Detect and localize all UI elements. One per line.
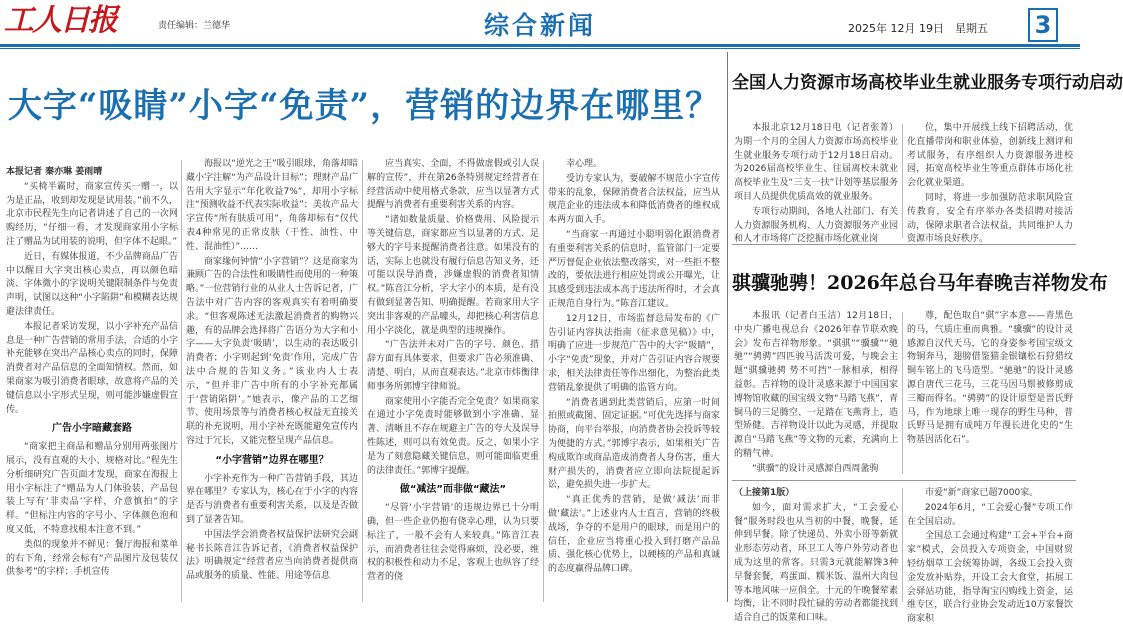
union-column-2 (907, 487, 1073, 625)
paragraph: 2024年6月，“工会爱心餐”专项工作在全国启动。 (907, 502, 1073, 527)
section-title: 综合新闻 (483, 11, 596, 40)
masthead-rule-thin (0, 48, 1080, 49)
byline: 本报记者 秦亦琳 姜雨晴 (6, 167, 103, 177)
newspaper-logo: 工人日报 (4, 3, 116, 38)
paragraph: 中国法学会消费者权益保护法研究会副秘书长陈音江告诉记者，《消费者权益保护法》明确规定“经营者应当向消费者提供商品或服务的质量、性能、用途等信息 (186, 529, 358, 582)
paragraph: “买椅半霸时，商家宣传买一赠一，以为是正品，收到却发现是试用装。”前不久，北京市民程先生向记者讲述了自己的一次网购经历，“仔细一看，才发现商家用小字标注了赠品为试用装的说明，但字体不起眼。” (6, 181, 178, 247)
mascot-column-1 (734, 310, 898, 476)
paragraph: 商家缘何钟情“小字营销”？这是商家为兼顾广告的合法性和吸睛性而使用的一种策略。”一位营销行业的从业人士告诉记者，广告法中对广告内容的客观真实有着明确要求。“但客观陈述无法激起消费者的购物兴趣，有的品牌会选择将广告语分为大字和小字——大字负责‘吸睛’，以生动的表达吸引消费者；小字则起到‘免责’作用，完成广告法中合规的告知义务。”该业内人士表示，“但并非广告中所有的小字补充都属于‘营销陷阱’。”她表示，像产品的工艺细节、使用场景等与消费者核心权益无直接关联的补充说明，用小字补充既能避免宣传内容过于冗长，又能完整呈现产品信息。 (186, 256, 358, 446)
paragraph: 同时，将进一步加强防范求职风险宣传教育，安全有序举办各类招聘对接活动，保障求职者合法权益，共同维护人力资源市场良好秩序。 (907, 192, 1073, 245)
paragraph: 12月12日，市场监督总局发布的《广告引证内容执法指南（征求意见稿）》中，明确了应进一步规范广告中的大字“吸睛”，小字“免责”现象，并对广告引证内容合规要求，相关法律责任等作出细化，为整治此类营销乱象提供了明确的监管方向。 (548, 313, 720, 393)
column-divider (902, 488, 903, 602)
column-divider (543, 160, 544, 602)
paragraph: “广告法并未对广告的字号、颜色、措辞方面有具体要求，但要求广告必须准确、清楚、明白，从而直观表达。”北京市炜衡律师事务所郭博宇律师说。 (367, 340, 539, 392)
paragraph: 位，集中开展线上线下招聘活动，优化直播带岗和职业体验，创新线上测评和考试服务，有序组织人力资源服务进校园，拓宽高校毕业生等重点群体市场化社会化就业渠道。 (907, 123, 1073, 189)
article-divider (732, 480, 1076, 481)
lead-column-1 (6, 166, 178, 602)
paragraph: 专项行动期间，各地人社部门、有关人力资源服务机构、人力资源服务产业园和人才市场将广泛挖掘市场化就业岗 (734, 206, 898, 245)
employment-column-2 (907, 122, 1073, 245)
paragraph: 幸心理。 (566, 159, 603, 169)
column-divider (902, 312, 903, 474)
column-divider (902, 124, 903, 238)
editor-credit: 责任编辑：兰德华 (158, 21, 231, 31)
paragraph: 商家使用小字能否完全免责？如果商家在通过小字免责时能够做到小字准确、显著、清晰且不存在规避主广告的夸大及误导性陈述，则可以有效免责。反之，如果小字是为了刻意隐藏关键信息，则可能面临更重的法律责任。”郭博宇提醒。 (367, 396, 539, 476)
masthead-rule (0, 44, 1080, 47)
paragraph: 受访专家认为，要破解不规范小字宣传带来的乱象，保障消费者合法权益，应当从规范企业的违法成本和降低消费者的维权成本两方面入手。 (548, 173, 720, 226)
subheading: 做“减法”而非做“藏法” (399, 484, 507, 496)
employment-column-1 (734, 122, 898, 245)
paragraph: 本报北京12月18日电（记者张菁）为期一个月的全国人力资源市场高校毕业生就业服务专项行动于12月18日启动。为2026届高校毕业生、往届离校未就业高校毕业生及“三支一扶”计划等基层服务项目人员提供优质高效的就业服务。 (734, 123, 898, 202)
paragraph: 全国总工会通过构建“工会+平台+商家”模式，会员投入专项资金，中国财贸轻纺烟草工会统筹协调，各级工会投入资金发放补贴券，开设工会大食堂，拓展工会驿站功能，指导淘宝闪购线上资金，运维专区，联合行业协会发动近10万家餐饮商家积 (907, 531, 1073, 625)
paragraph: “当商家一再通过小聪明弱化跟消费者有重要利害关系的信息时，监管部门一定要严厉督促企业依法整改落实，对一些拒不整改的，要依法进行相应处罚或公开曝光，让其感受到违法成本高于违法所得时，才会真正规范自身行为。”陈音江建议。 (548, 229, 720, 309)
paragraph: 尊，配色取自“骐”字本意——青黑色的马，气质庄重而典雅。“骥骥”的设计灵感源自汉代天马，它的身姿参考国宝级文物铜奔马，翅膀借鉴猫金银镶松石狩猎纹铜车铭上的飞马造型。“驰驰”的设计灵感源自唐代三花马，三花马因马鬃被修剪成三瓣而得名。“骋骋”的设计原型是晋氏野马，作为地球上唯一现存的野生马种，普氏野马是拥有成吨万年漫长进化史的“生物基因活化石”。 (907, 311, 1073, 446)
lead-column-2 (186, 158, 358, 602)
lead-column-3 (367, 158, 539, 602)
lead-column-4 (548, 158, 720, 602)
byline: （上接第1版） (734, 488, 795, 498)
mascot-headline: 骐骥驰骋！2026年总台马年春晚吉祥物发布 (732, 272, 1108, 294)
lead-headline: 大字“吸睛”小字“免责”，营销的边界在哪里？ (7, 86, 721, 126)
article-divider (732, 244, 1076, 245)
section-divider (727, 52, 728, 602)
page-number: 3 (1028, 8, 1058, 42)
paragraph: “骐骥”的设计灵感源自西周盠驹 (752, 463, 879, 474)
paragraph: “真正优秀的营销，是做‘减法’而非做‘藏法’。”上述业内人士直言，营销的终极战场，争夺的不是用户的眼球，而是用户的信任，企业应当将重心投入到打磨产品品质、强化核心优势上，以硬核的产品和真诚的态度赢得品牌口碑。 (548, 495, 720, 575)
union-column-1 (734, 487, 898, 624)
paragraph: 本报讯（记者白玉洁）12月18日，中央广播电视总台《2026年春节联欢晚会》发布吉祥物形象。“骐骐”“骥骥”“驰驰”“骋骋”四匹骏马活泼可爱，与晚会主题“骐骥驰骋 势不可挡”一脉相承，相得益彰。吉祥物的设计灵感来源于中国国家博物馆收藏的国宝级文物“马踏飞燕”，青铜马的三足腾空、一足踏在飞燕背上，造型矫健。吉祥物设计以此为灵感，并提取源自“马踏飞燕”等文物的元素，充满向上的精气神。 (734, 311, 898, 459)
employment-headline: 全国人力资源市场高校毕业生就业服务专项行动启动 (732, 73, 1123, 93)
paragraph: 海报以“逆光之王”吸引眼球，角落却暗藏小字注解“为产品设计目标”；理财产品广告用大字显示“年化收益7%”，却用小字标注“预测收益不代表实际收益”；美妆产品大字宣传“所有肤质可用”，角落却标有“仅代表4种常见的正常皮肤（干性、油性、中性、混油性）”…… (186, 159, 358, 252)
paragraph: 类似的现象并不鲜见：餐厅海报和菜单的右下角，经常会标有“产品图片及包装仅供参考”的字样；手机宣传 (6, 539, 178, 578)
paragraph: 应当真实、全面，不得做虚假或引人误解的宣传”，并在第26条特别规定经营者在经营活动中使用格式条款，应当以显著方式提醒与消费者有重要利害关系的内容。 (367, 159, 539, 211)
subheading: 广告小字暗藏套路 (52, 423, 132, 435)
paragraph: 近日，有媒体报道，不少品牌商品广告中以醒目大字突出核心卖点，再以颜色暗淡、字体微小的字说明关键限制条件与免责声明，试图以这种“小字陷阱”和模糊表达规避法律责任。 (6, 251, 178, 317)
paragraph: “尽管‘小字营销’的违规边界已十分明确，但一些企业仍抱有侥幸心理，认为只要标注了，一般不会有人来较真。”陈音江表示，而消费者往往会觉得麻烦，没必要，维权的积极性和动力不足，客观上也纵容了经营者的侥 (367, 503, 539, 583)
masthead (0, 0, 1080, 46)
paragraph: 如今，面对需求扩大，“工会爱心餐”服务时段也从当初的中餐，晚餐，延伸到早餐。除了快递员、外卖小哥等新就业形态劳动者，环卫工人等户外劳动者也成为这里的常客。只需3元就能解馋3种早餐套餐，鸡蛋面、糯米饭、温州大肉包等本地风味一应俱全。十元的午晚餐荤素均衡，让不同时段忙碌的劳动者都能找到适合自己的饭菜和口味。 (734, 502, 898, 624)
column-divider (362, 160, 363, 602)
subheading: “小字营销”边界在哪里？ (215, 454, 329, 466)
issue-date: 2025年 12月 19日 星期五 (848, 22, 988, 35)
paragraph: 本报记者采访发现，以小字补充产品信息是一种广告营销的常用手法，合适的小字补充能够在突出产品核心卖点的同时，保障消费者对产品信息的全面知情权。然而，如果商家为吸引消费者眼球，故意将产品的关键信息以小字形式呈现，则可能涉嫌虚假宣传。 (6, 321, 178, 415)
paragraph: “诸如数量质量、价格费用、风险提示等关键信息，商家都应当以显著的方式、足够大的字号来提醒消费者注意。如果没有的话，实际上也就没有履行信息告知义务，还可能以误导消费，涉嫌虚假的消费者知情权。”陈音江分析，字大字小的本质，是有没有做到显著告知、明确提醒。若商家用大字突出非客观的产品噱头，却把核心利害信息用小字淡化，就是典型的违规操作。 (367, 215, 539, 336)
paragraph: “消费者遇到此类营销后，应第一时间拍照或截图、固定证据。”可优先选择与商家协商，向平台举报，向消费者协会投诉等较为便捷的方式。”郭博宇表示，如果相关广告构成欺诈或商品造成消费者人身伤害，重大财产损失的，消费者应立即向法院提起诉讼，避免损失进一步扩大。 (548, 397, 720, 491)
column-divider (181, 160, 182, 602)
paragraph: “商家把主商品和赠品分别用两张图片展示，没有直观的大小、规格对比。”程先生分析细研究广告页面才发现，商家在海报上用小字标注了“赠品为人门体验装，产品包装上写有‘非卖品’字样，介意慎拍”的字样。“但标注内容的字号小、字体颜色泡和度又低，不特意找根本注意不到。” (6, 442, 178, 535)
mascot-column-2 (907, 310, 1073, 476)
paragraph: 小字补充作为一种广告营销手段，其边界在哪里？专家认为，核心在于小字的内容是否与消费者有重要利害关系，以及是否做到了显著告知。 (186, 473, 358, 525)
paragraph: 市爱“新”商家已超7000家。 (925, 488, 1039, 498)
